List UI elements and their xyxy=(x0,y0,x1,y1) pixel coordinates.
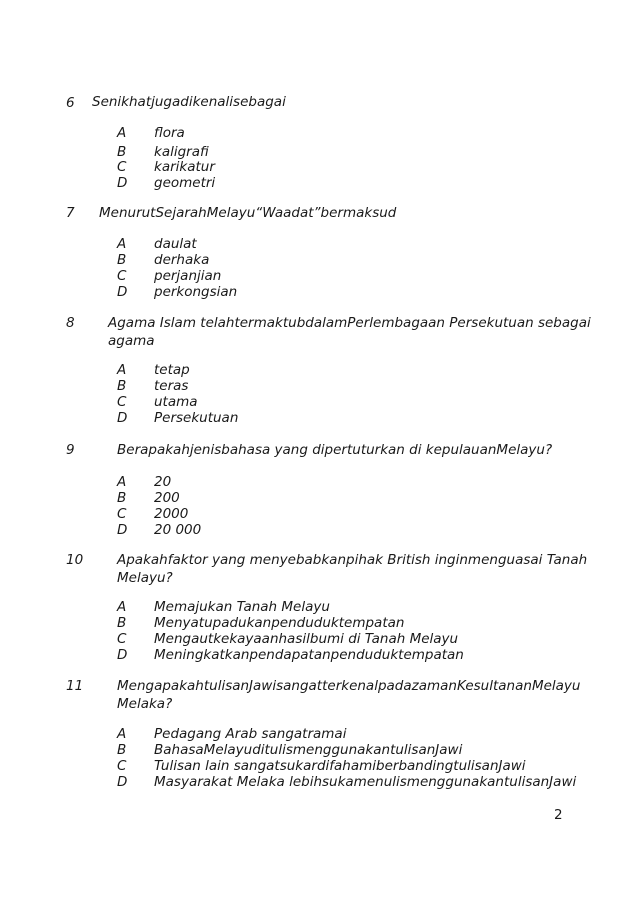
option-letter: D xyxy=(117,774,128,790)
question-text-continued: Melaka? xyxy=(117,696,173,712)
option-text: perjanjian xyxy=(154,268,222,284)
question-number: 10 xyxy=(66,552,84,568)
option-letter: B xyxy=(117,742,127,758)
option-letter: A xyxy=(117,726,127,742)
option-text: kaligrafi xyxy=(154,144,209,160)
option-text: Menyatupadukanpenduduktempatan xyxy=(154,615,405,631)
option-letter: A xyxy=(117,125,127,141)
page-number: 2 xyxy=(554,807,563,823)
option-letter: D xyxy=(117,522,128,538)
option-letter: A xyxy=(117,474,127,490)
option-letter: D xyxy=(117,175,128,191)
option-text: Pedagang Arab sangatramai xyxy=(154,726,347,742)
option-letter: C xyxy=(117,631,127,647)
option-text: Masyarakat Melaka lebihsukamenulismenggunakantulisanJawi xyxy=(154,774,577,790)
question-text: MenurutSejarahMelayu“Waadat”bermaksud xyxy=(99,205,397,221)
option-letter: C xyxy=(117,159,127,175)
question-number: 11 xyxy=(66,678,84,694)
option-text: karikatur xyxy=(154,159,215,175)
option-text: Mengautkekayaanhasilbumi di Tanah Melayu xyxy=(154,631,459,647)
option-letter: B xyxy=(117,615,127,631)
option-letter: A xyxy=(117,599,127,615)
option-letter: C xyxy=(117,394,127,410)
option-letter: C xyxy=(117,268,127,284)
option-text: Meningkatkanpendapatanpenduduktempatan xyxy=(154,647,464,663)
option-text: tetap xyxy=(154,362,190,378)
question-number: 8 xyxy=(66,315,75,331)
option-text: flora xyxy=(154,125,185,141)
option-letter: B xyxy=(117,378,127,394)
option-text: Persekutuan xyxy=(154,410,239,426)
option-letter: A xyxy=(117,236,127,252)
option-text: 20 xyxy=(154,474,172,490)
option-letter: D xyxy=(117,284,128,300)
option-letter: B xyxy=(117,144,127,160)
question-text: Apakahfaktor yang menyebabkanpihak British inginmenguasai Tanah xyxy=(117,552,588,568)
option-text: Memajukan Tanah Melayu xyxy=(154,599,330,615)
option-letter: B xyxy=(117,490,127,506)
question-text-continued: agama xyxy=(108,333,155,349)
option-text: utama xyxy=(154,394,198,410)
option-letter: C xyxy=(117,506,127,522)
option-text: geometri xyxy=(154,175,216,191)
option-text: perkongsian xyxy=(154,284,238,300)
question-text: Berapakahjenisbahasa yang dipertuturkan di kepulauanMelayu? xyxy=(117,442,553,458)
question-text-continued: Melayu? xyxy=(117,570,173,586)
question-text: Agama Islam telahtermaktubdalamPerlembagaan Persekutuan sebagai xyxy=(108,315,591,331)
option-letter: B xyxy=(117,252,127,268)
option-text: derhaka xyxy=(154,252,210,268)
question-number: 7 xyxy=(66,205,75,221)
option-text: 200 xyxy=(154,490,180,506)
option-text: daulat xyxy=(154,236,197,252)
question-number: 9 xyxy=(66,442,75,458)
question-text: MengapakahtulisanJawisangatterkenalpadazamanKesultananMelayu xyxy=(117,678,581,694)
option-letter: C xyxy=(117,758,127,774)
option-letter: D xyxy=(117,647,128,663)
option-text: 2000 xyxy=(154,506,189,522)
option-text: teras xyxy=(154,378,189,394)
option-text: 20 000 xyxy=(154,522,202,538)
option-letter: A xyxy=(117,362,127,378)
option-letter: D xyxy=(117,410,128,426)
option-text: Tulisan lain sangatsukardifahamiberbandingtulisanJawi xyxy=(154,758,526,774)
question-number: 6 xyxy=(66,95,75,111)
option-text: BahasaMelayuditulismenggunakantulisanJawi xyxy=(154,742,463,758)
question-text: Senikhatjugadikenalisebagai xyxy=(92,94,286,110)
